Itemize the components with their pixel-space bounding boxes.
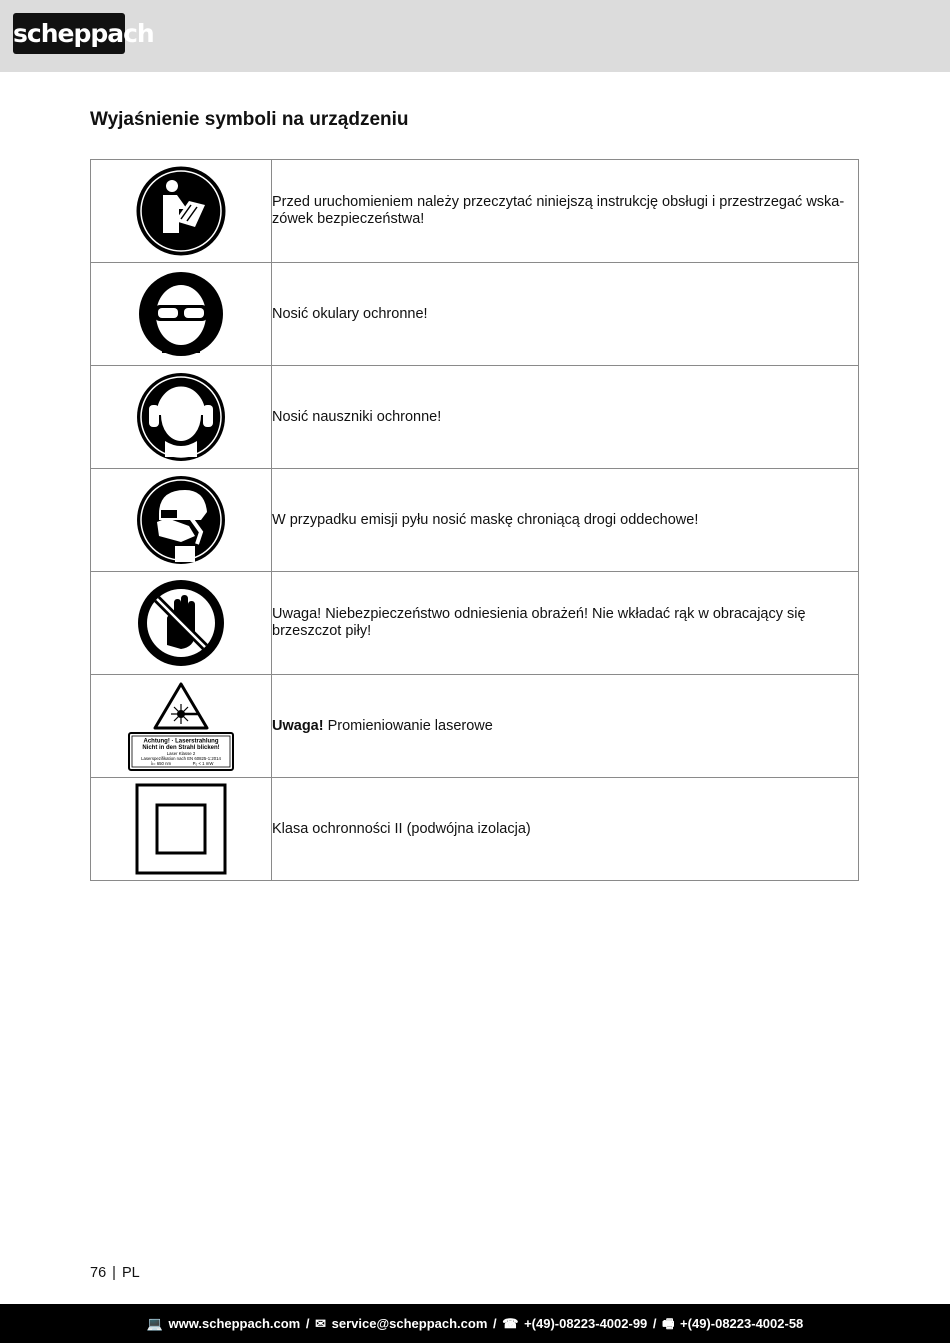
laser-warning-icon bbox=[127, 680, 235, 772]
table-row bbox=[91, 778, 859, 881]
description-cell bbox=[272, 263, 859, 366]
symbol-description: W przypadku emisji pyłu nosić maskę chroniącą drogi oddechowe! bbox=[272, 511, 699, 528]
description-cell bbox=[272, 366, 859, 469]
envelope-icon: ✉ bbox=[315, 1316, 326, 1331]
laser-label-line3: Laser Klasse 2 bbox=[166, 751, 196, 756]
symbol-description: Klasa ochronności II (podwójna izolacja) bbox=[272, 820, 531, 837]
laser-label-line2: Nicht in den Strahl blicken! bbox=[142, 745, 220, 751]
footer-separator: / bbox=[302, 1316, 314, 1331]
laser-label-line1: Achtung! · Laserstrahlung bbox=[143, 738, 219, 745]
footer-website[interactable]: www.scheppach.com bbox=[168, 1316, 301, 1331]
symbol-cell bbox=[91, 572, 272, 675]
symbol-cell bbox=[91, 675, 272, 778]
footer-email[interactable]: service@scheppach.com bbox=[331, 1316, 488, 1331]
warning-label: Uwaga! bbox=[272, 717, 324, 734]
page-language: PL bbox=[121, 1265, 140, 1281]
phone-icon: ☎ bbox=[502, 1316, 519, 1331]
protection-class-ii-icon bbox=[135, 783, 227, 875]
laser-label-power: P₀ < 1 mW bbox=[192, 761, 214, 766]
laser-label-line4: Laserspezifikation nach EN 60825-1:2014 bbox=[141, 756, 221, 761]
laser-label-wavelength: λ= 650 nm bbox=[150, 761, 172, 766]
page-footer bbox=[0, 1304, 950, 1343]
table-row bbox=[91, 469, 859, 572]
symbol-cell bbox=[91, 469, 272, 572]
table-row bbox=[91, 263, 859, 366]
computer-icon: 💻 bbox=[146, 1316, 163, 1331]
footer-fax: +(49)-08223-4002-58 bbox=[680, 1316, 804, 1331]
footer-phone: +(49)-08223-4002-99 bbox=[524, 1316, 648, 1331]
symbol-description: Promieniowanie laserowe bbox=[323, 717, 493, 734]
page-number bbox=[90, 1265, 140, 1281]
symbols-table bbox=[90, 159, 859, 881]
description-cell bbox=[272, 778, 859, 881]
symbol-cell bbox=[91, 778, 272, 881]
table-row bbox=[91, 366, 859, 469]
symbol-cell bbox=[91, 263, 272, 366]
table-row bbox=[91, 675, 859, 778]
symbol-description: Przed uruchomieniem należy przeczytać niniejszą instrukcję obsługi i przestrzegać wska-zówek bezpieczeństwa! bbox=[272, 194, 845, 227]
no-hands-icon bbox=[137, 579, 225, 667]
symbol-description: Nosić okulary ochronne! bbox=[272, 305, 428, 322]
safety-goggles-icon bbox=[138, 271, 224, 357]
symbol-description: Nosić nauszniki ochronne! bbox=[272, 408, 442, 425]
description-cell bbox=[272, 675, 859, 778]
scheppach-logo: scheppach bbox=[13, 13, 125, 54]
page-number-divider: | bbox=[112, 1265, 116, 1281]
description-cell bbox=[272, 469, 859, 572]
footer-separator: / bbox=[649, 1316, 661, 1331]
page-header bbox=[0, 0, 950, 72]
fax-icon: 🖷 bbox=[662, 1316, 675, 1331]
symbol-description: Uwaga! Niebezpieczeństwo odniesienia obrażeń! Nie wkładać rąk w obracający się brzeszczot piły! bbox=[272, 606, 806, 639]
description-cell bbox=[272, 160, 859, 263]
table-row bbox=[91, 572, 859, 675]
ear-protection-icon bbox=[135, 371, 227, 463]
symbol-cell bbox=[91, 366, 272, 469]
page-title: Wyjaśnienie symboli na urządzeniu bbox=[90, 109, 409, 130]
page-number-value: 76 bbox=[90, 1265, 107, 1281]
read-manual-icon bbox=[135, 165, 227, 257]
symbol-cell bbox=[91, 160, 272, 263]
respiratory-mask-icon bbox=[135, 474, 227, 566]
footer-separator: / bbox=[489, 1316, 501, 1331]
description-cell bbox=[272, 572, 859, 675]
table-row bbox=[91, 160, 859, 263]
